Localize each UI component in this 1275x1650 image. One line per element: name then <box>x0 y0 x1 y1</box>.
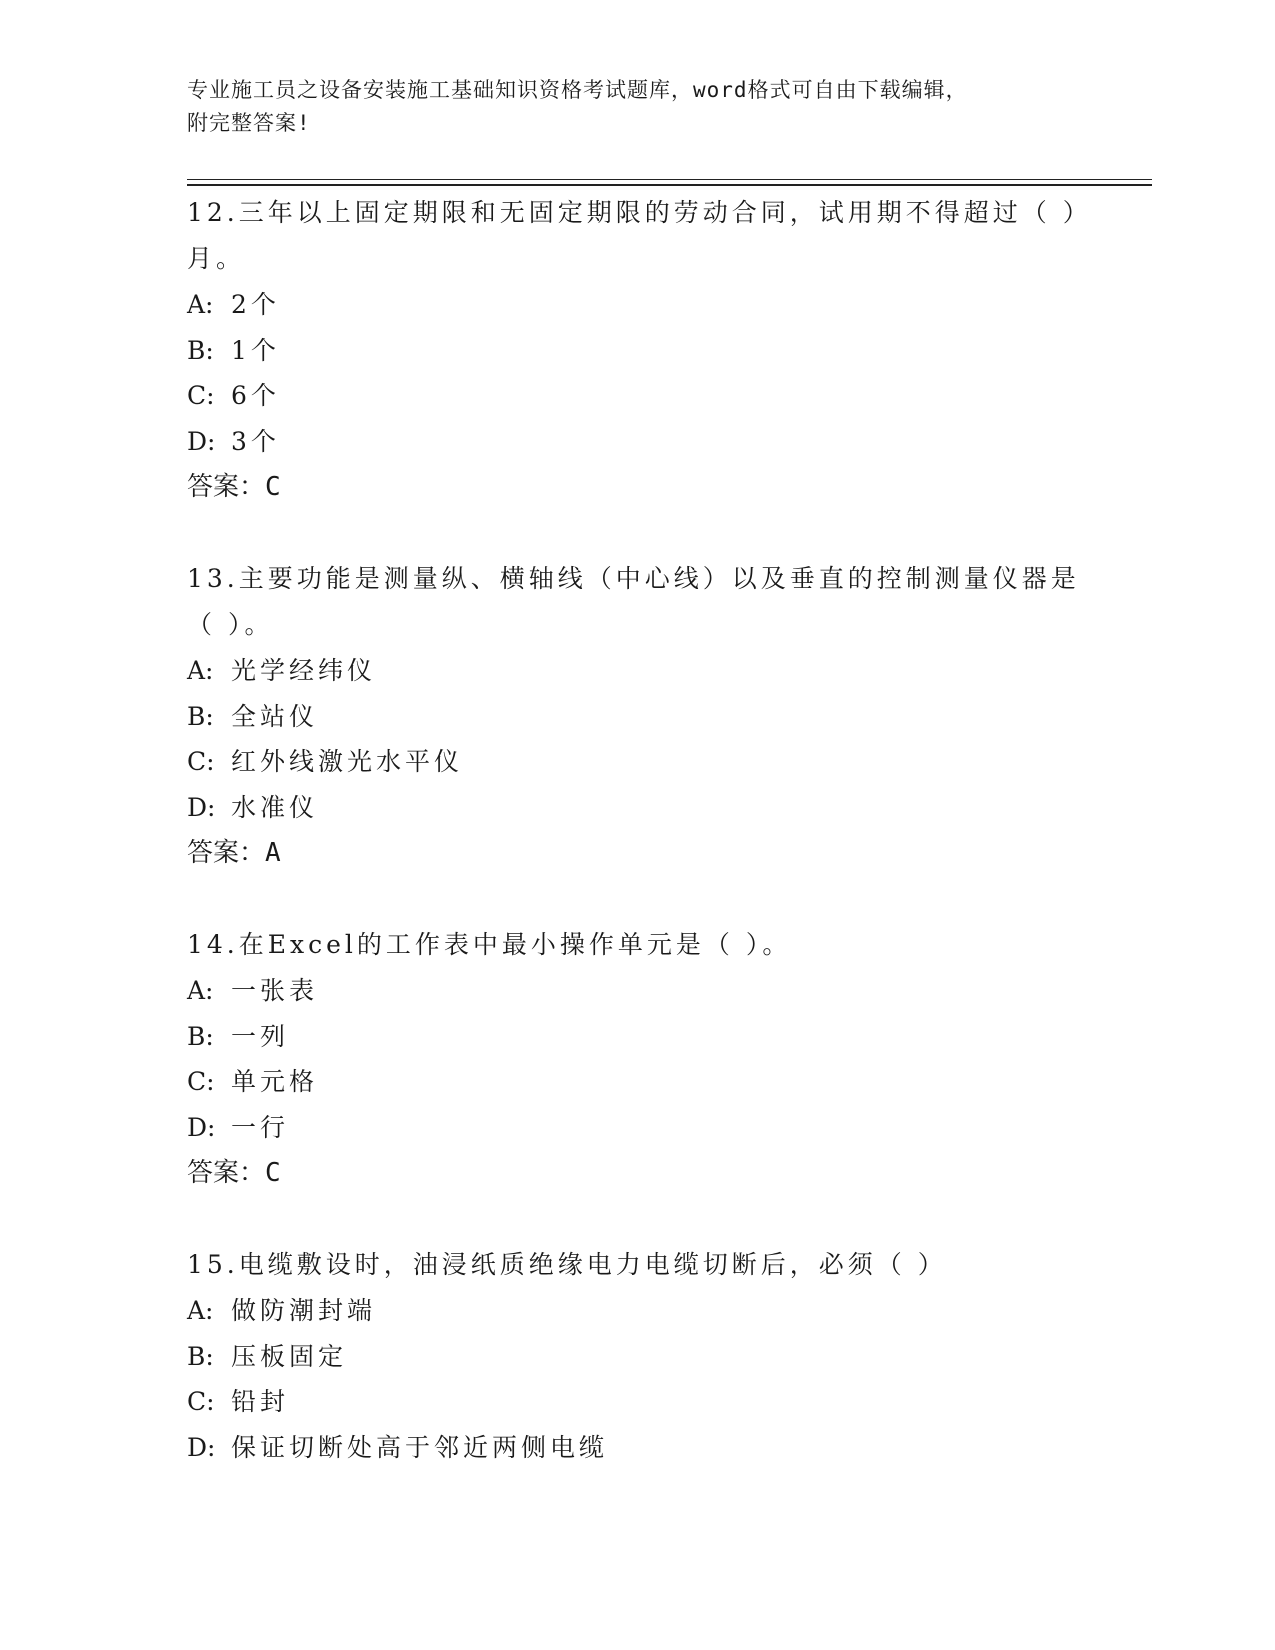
option-b <box>187 694 1087 740</box>
answer-line <box>187 1150 1087 1196</box>
document-header <box>187 74 1067 140</box>
option-key: D: <box>187 426 216 456</box>
question-list <box>187 190 1087 1516</box>
option-key: D: <box>187 1432 216 1462</box>
option-key: B: <box>187 701 214 731</box>
option-a <box>187 648 1087 694</box>
answer-value: C <box>265 1158 281 1188</box>
option-key: D: <box>187 1112 216 1142</box>
option-c <box>187 1379 1087 1425</box>
answer-label: 答案： <box>187 472 266 502</box>
option-c <box>187 1059 1087 1105</box>
option-key: A: <box>187 290 214 319</box>
option-text: 1个 <box>231 335 280 365</box>
option-key: A: <box>187 1296 214 1325</box>
option-text: 一列 <box>231 1021 290 1051</box>
question-stem: 13.主要功能是测量纵、横轴线（中心线）以及垂直的控制测量仪器是（ ）。 <box>187 564 1080 639</box>
option-key: B: <box>187 335 214 365</box>
option-text: 6个 <box>231 381 280 410</box>
option-key: A: <box>187 656 214 685</box>
option-text: 红外线激光水平仪 <box>231 747 464 776</box>
option-d <box>187 1425 1087 1471</box>
option-a <box>187 968 1087 1014</box>
option-b <box>187 1014 1087 1060</box>
option-c <box>187 373 1087 419</box>
option-key: B: <box>187 1021 214 1051</box>
option-key: C: <box>187 747 215 776</box>
question-13 <box>187 556 1087 876</box>
option-a <box>187 1288 1087 1334</box>
option-d <box>187 419 1087 465</box>
option-key: C: <box>187 1067 215 1096</box>
option-d <box>187 785 1087 831</box>
question-stem: 12.三年以上固定期限和无固定期限的劳动合同，试用期不得超过（ ）月。 <box>187 198 1080 273</box>
answer-value: C <box>265 472 281 502</box>
header-line-2: 附完整答案! <box>187 111 311 135</box>
option-text: 全站仪 <box>231 701 319 731</box>
answer-label: 答案： <box>187 1158 266 1188</box>
option-text: 一行 <box>231 1112 290 1142</box>
question-stem: 14.在Excel的工作表中最小操作单元是（ ）。 <box>187 930 792 959</box>
option-text: 光学经纬仪 <box>231 656 377 685</box>
header-divider-thin <box>187 179 1152 180</box>
answer-line <box>187 464 1087 510</box>
option-text: 3个 <box>231 426 280 456</box>
option-text: 压板固定 <box>231 1341 348 1371</box>
option-text: 单元格 <box>231 1067 319 1096</box>
option-c <box>187 739 1087 785</box>
question-14 <box>187 922 1087 1196</box>
option-key: B: <box>187 1341 214 1371</box>
option-key: A: <box>187 976 214 1005</box>
answer-line <box>187 830 1087 876</box>
option-b <box>187 328 1087 374</box>
question-15 <box>187 1242 1087 1470</box>
answer-label: 答案： <box>187 838 266 868</box>
option-text: 铅封 <box>231 1387 290 1416</box>
option-a <box>187 282 1087 328</box>
option-text: 一张表 <box>231 976 319 1005</box>
question-12 <box>187 190 1087 510</box>
option-d <box>187 1105 1087 1151</box>
option-text: 保证切断处高于邻近两侧电缆 <box>231 1432 609 1462</box>
option-key: D: <box>187 792 216 822</box>
option-key: C: <box>187 381 215 410</box>
question-stem: 15.电缆敷设时，油浸纸质绝缘电力电缆切断后，必须（ ） <box>187 1250 947 1279</box>
answer-value: A <box>265 838 281 868</box>
option-text: 2个 <box>231 290 280 319</box>
option-text: 水准仪 <box>231 792 319 822</box>
header-line-1: 专业施工员之设备安装施工基础知识资格考试题库，word格式可自由下载编辑， <box>187 78 968 102</box>
option-key: C: <box>187 1387 215 1416</box>
option-text: 做防潮封端 <box>231 1296 377 1325</box>
header-divider-thick <box>187 184 1152 186</box>
option-b <box>187 1334 1087 1380</box>
